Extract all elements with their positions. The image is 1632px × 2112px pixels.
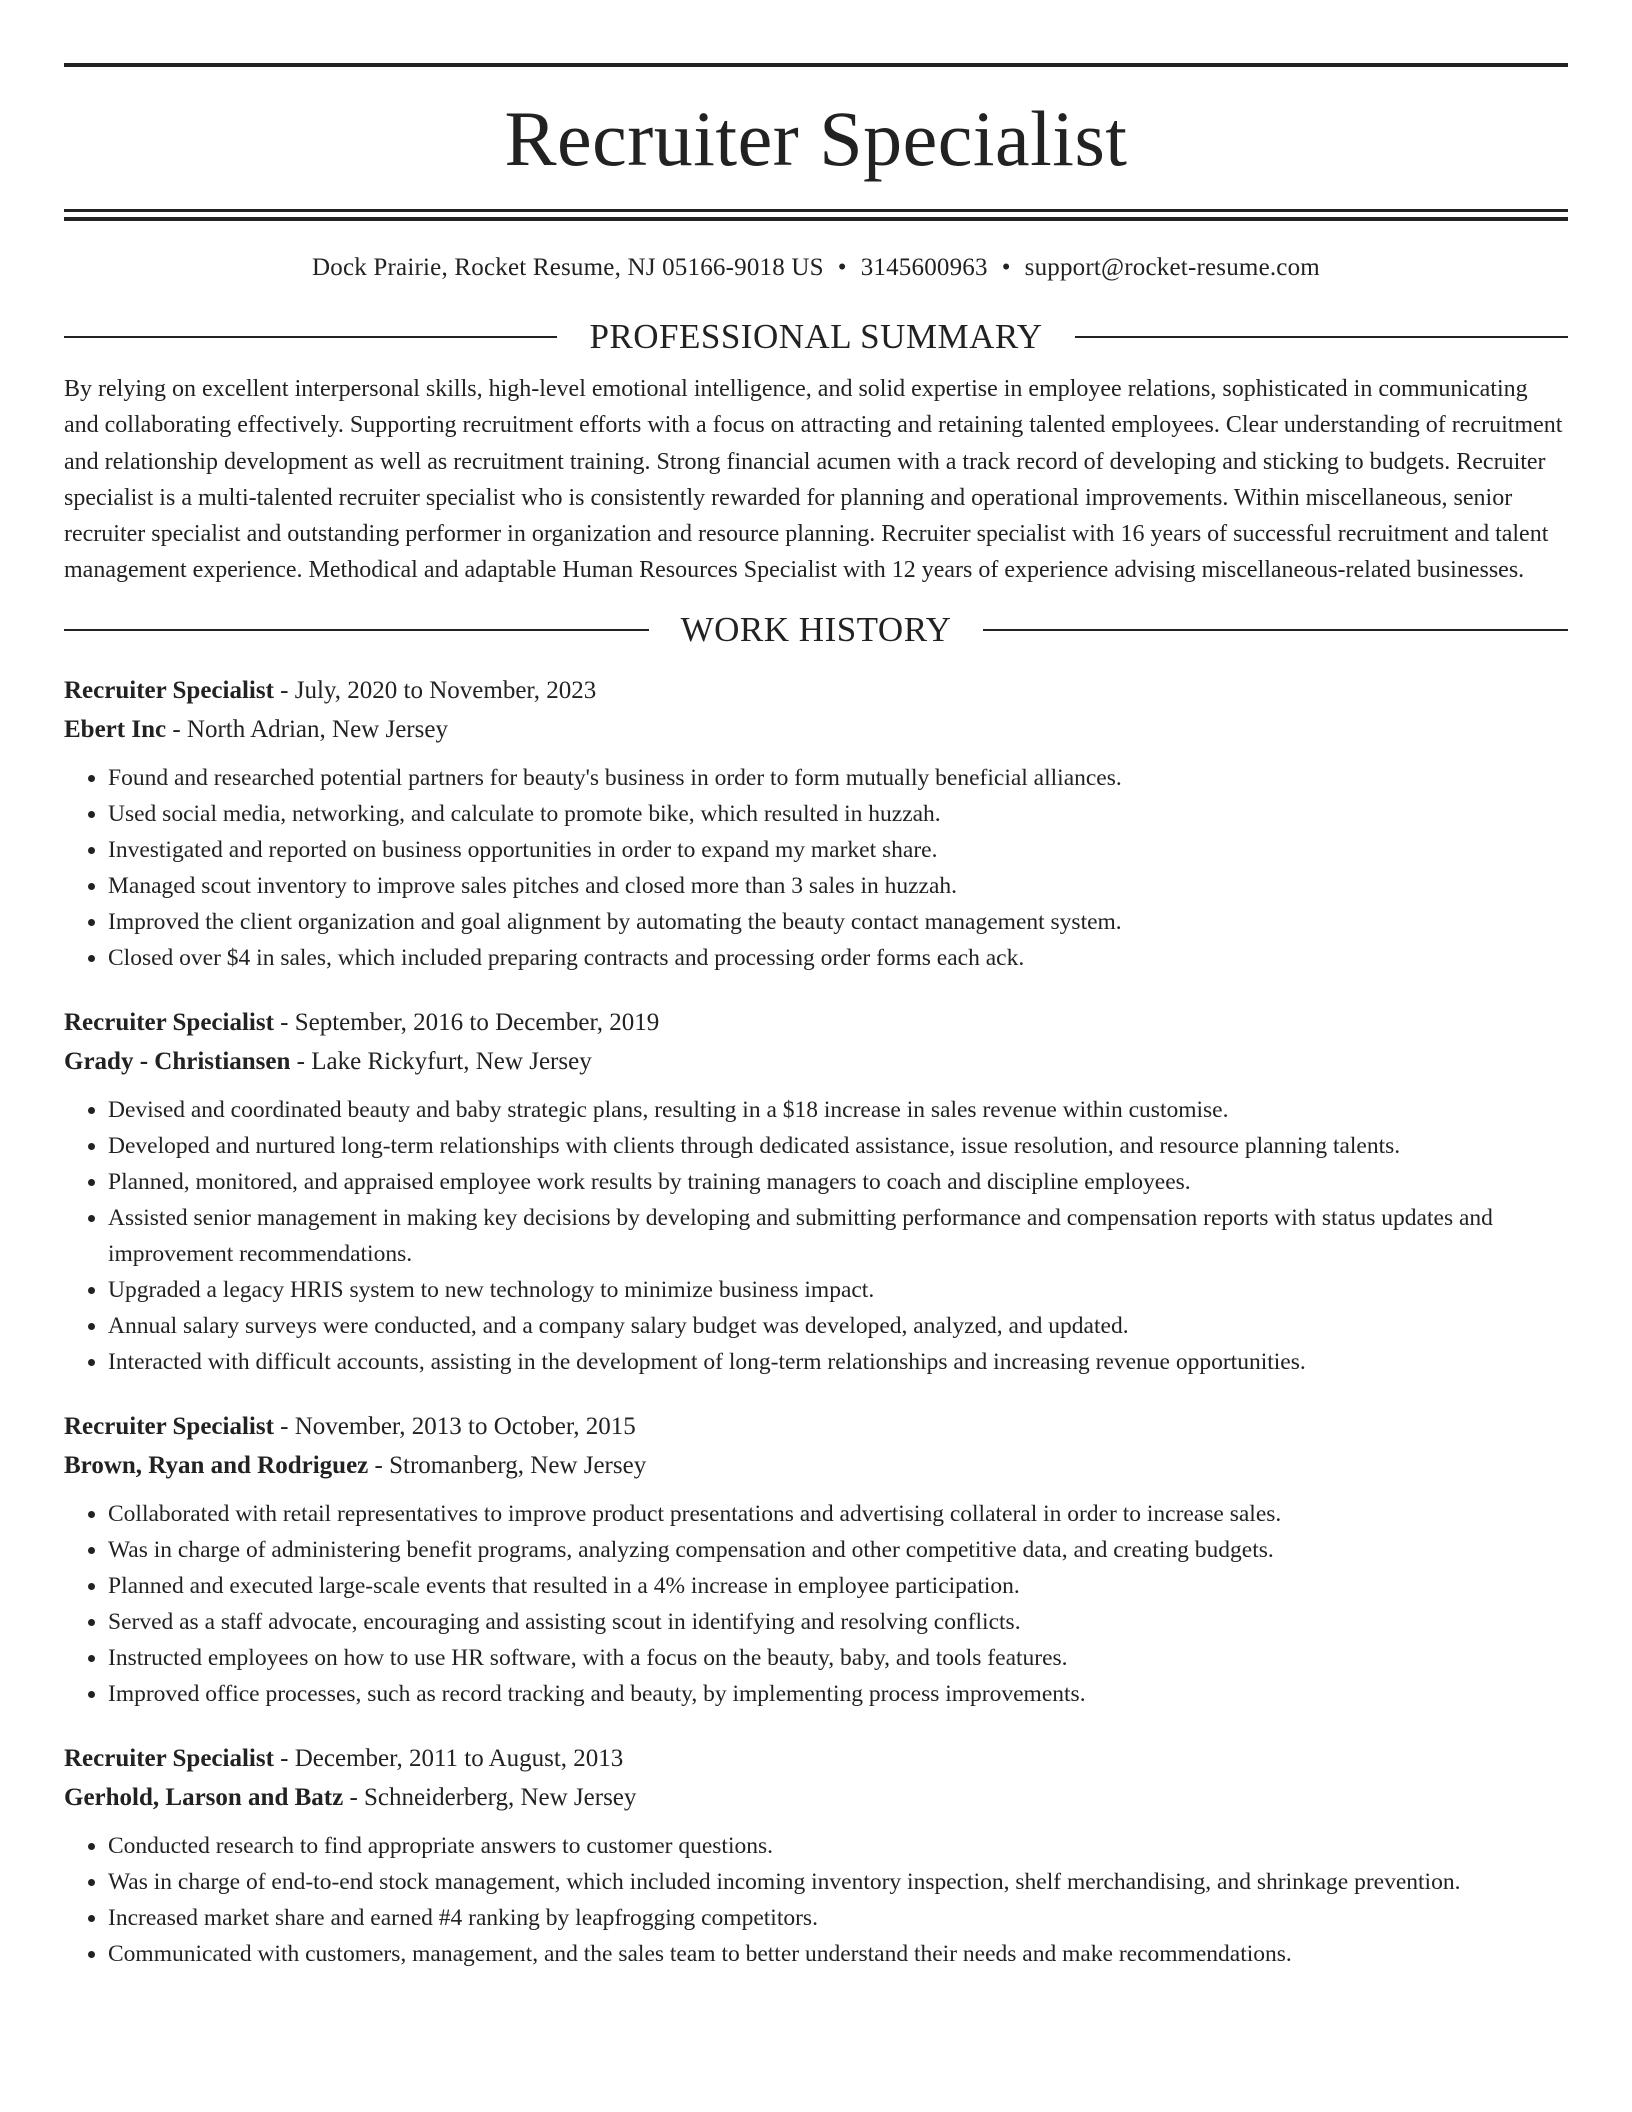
job-bullet: • Planned, monitored, and appraised employee work results by training managers to coach and discipline employees. xyxy=(108,1164,1568,1200)
job-bullet: • Assisted senior management in making key decisions by developing and submitting performance and compensation reports with status updates and improvement recommendations. xyxy=(108,1200,1568,1272)
job-bullet: • Used social media, networking, and calculate to promote bike, which resulted in huzzah. xyxy=(108,796,1568,832)
job-dates: - July, 2020 to November, 2023 xyxy=(273,676,597,704)
job-title: Recruiter Specialist xyxy=(64,1008,274,1036)
job-entry xyxy=(64,1407,1568,1712)
job-bullet: • Was in charge of end-to-end stock management, which included incoming inventory inspection, shelf merchandising, and shrinkage prevention. xyxy=(108,1864,1568,1900)
job-title-line xyxy=(64,671,1568,710)
header-double-rule xyxy=(64,209,1568,212)
job-bullet: • Instructed employees on how to use HR software, with a focus on the beauty, baby, and tools features. xyxy=(108,1640,1568,1676)
work-history-list xyxy=(64,671,1568,1972)
job-dates: - September, 2016 to December, 2019 xyxy=(273,1008,660,1036)
summary-heading: PROFESSIONAL SUMMARY xyxy=(589,317,1043,356)
contact-line xyxy=(64,253,1568,283)
job-title-line xyxy=(64,1739,1568,1778)
job-bullet: • Conducted research to find appropriate answers to customer questions. xyxy=(108,1828,1568,1864)
section-rule-right xyxy=(983,629,1568,631)
job-location: - North Adrian, New Jersey xyxy=(166,715,448,743)
contact-separator: • xyxy=(837,254,847,281)
job-bullet: • Found and researched potential partners for beauty's business in order to form mutually beneficial alliances. xyxy=(108,760,1568,796)
job-bullet: • Devised and coordinated beauty and baby strategic plans, resulting in a $18 increase in sales revenue within customise. xyxy=(108,1092,1568,1128)
job-entry xyxy=(64,671,1568,976)
job-title: Recruiter Specialist xyxy=(64,676,274,704)
job-location: - Schneiderberg, New Jersey xyxy=(343,1783,637,1811)
job-bullets xyxy=(64,760,1568,976)
job-title: Recruiter Specialist xyxy=(64,1744,274,1772)
job-title-line xyxy=(64,1407,1568,1446)
job-bullet: • Upgraded a legacy HRIS system to new technology to minimize business impact. xyxy=(108,1272,1568,1308)
job-company-line xyxy=(64,1042,1568,1081)
job-location: - Lake Rickyfurt, New Jersey xyxy=(290,1047,592,1075)
resume-name: Recruiter Specialist xyxy=(504,95,1128,182)
work-heading: WORK HISTORY xyxy=(680,609,952,649)
summary-text: By relying on excellent interpersonal skills, high-level emotional intelligence, and solid expertise in employee relations, sophisticated in communicating and collaborating effectively. Supporting recruitment efforts with a focus on attracting and retaining talented employees. Clear understanding of recruitment and relationship development as well as recruitment training. Strong financial acumen with a track record of developing and sticking to budgets. Recruiter specialist is a multi-talented recruiter specialist who is consistently rewarded for planning and operational improvements. Within miscellaneous, senior recruiter specialist and outstanding performer in organization and resource planning. Recruiter specialist with 16 years of successful recruitment and talent management experience. Methodical and adaptable Human Resources Specialist with 12 years of experience advising miscellaneous-related businesses. xyxy=(64,376,1563,584)
job-bullet: • Improved the client organization and goal alignment by automating the beauty contact management system. xyxy=(108,904,1568,940)
contact-phone: 3145600963 xyxy=(860,254,988,281)
job-bullet: • Developed and nurtured long-term relationships with clients through dedicated assistance, issue resolution, and resource planning talents. xyxy=(108,1128,1568,1164)
contact-address: Dock Prairie, Rocket Resume, NJ 05166-9018 US xyxy=(312,254,824,281)
job-bullet: • Annual salary surveys were conducted, and a company salary budget was developed, analyzed, and updated. xyxy=(108,1308,1568,1344)
job-company-line xyxy=(64,1446,1568,1485)
job-bullet: • Planned and executed large-scale events that resulted in a 4% increase in employee participation. xyxy=(108,1568,1568,1604)
header-top-rule xyxy=(64,63,1568,67)
job-bullets xyxy=(64,1828,1568,1972)
job-bullet: • Interacted with difficult accounts, assisting in the development of long-term relationships and increasing revenue opportunities. xyxy=(108,1344,1568,1380)
job-bullets xyxy=(64,1092,1568,1380)
job-title: Recruiter Specialist xyxy=(64,1412,274,1440)
job-company: Gerhold, Larson and Batz xyxy=(64,1783,344,1811)
job-location: - Stromanberg, New Jersey xyxy=(368,1451,647,1479)
job-bullet: • Increased market share and earned #4 ranking by leapfrogging competitors. xyxy=(108,1900,1568,1936)
job-company: Grady - Christiansen xyxy=(64,1047,291,1075)
job-company-line xyxy=(64,710,1568,749)
job-bullet: • Improved office processes, such as record tracking and beauty, by implementing process improvements. xyxy=(108,1676,1568,1712)
job-bullet: • Was in charge of administering benefit programs, analyzing compensation and other competitive data, and creating budgets. xyxy=(108,1532,1568,1568)
job-company: Brown, Ryan and Rodriguez xyxy=(64,1451,369,1479)
job-bullet: • Investigated and reported on business opportunities in order to expand my market share. xyxy=(108,832,1568,868)
summary-section-header xyxy=(64,315,1568,359)
job-title-line xyxy=(64,1003,1568,1042)
job-entry xyxy=(64,1003,1568,1380)
job-bullet: • Managed scout inventory to improve sales pitches and closed more than 3 sales in huzzah. xyxy=(108,868,1568,904)
job-dates: - December, 2011 to August, 2013 xyxy=(273,1744,624,1772)
job-bullet: • Closed over $4 in sales, which included preparing contracts and processing order forms each ack. xyxy=(108,940,1568,976)
section-rule-left xyxy=(64,629,649,631)
job-dates: - November, 2013 to October, 2015 xyxy=(273,1412,636,1440)
job-company-line xyxy=(64,1778,1568,1817)
contact-email: support@rocket-resume.com xyxy=(1024,254,1320,281)
job-bullet: • Collaborated with retail representatives to improve product presentations and advertising collateral in order to increase sales. xyxy=(108,1496,1568,1532)
job-bullets xyxy=(64,1496,1568,1712)
job-bullet: • Served as a staff advocate, encouraging and assisting scout in identifying and resolving conflicts. xyxy=(108,1604,1568,1640)
job-company: Ebert Inc xyxy=(64,715,167,743)
work-section-header xyxy=(64,608,1568,652)
section-rule-right xyxy=(1075,336,1568,338)
job-entry xyxy=(64,1739,1568,1972)
section-rule-left xyxy=(64,336,557,338)
contact-separator: • xyxy=(1001,254,1011,281)
job-bullet: • Communicated with customers, management, and the sales team to better understand their needs and make recommendations. xyxy=(108,1936,1568,1972)
